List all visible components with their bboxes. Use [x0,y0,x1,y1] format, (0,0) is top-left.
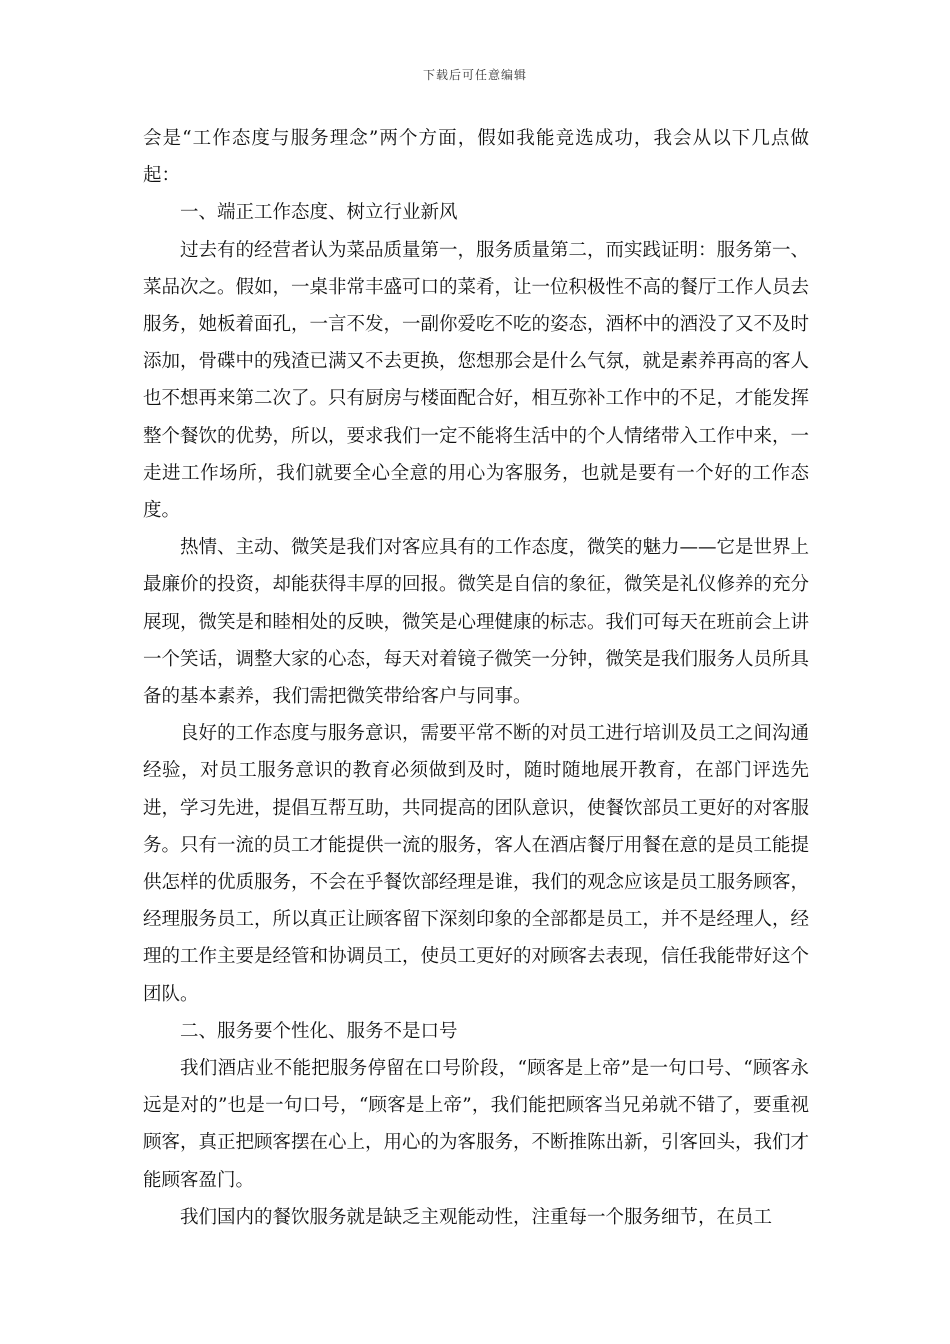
paragraph-service-quality: 过去有的经营者认为菜品质量第一，服务质量第二，而实践证明：服务第一、菜品次之。假如，一桌非常丰盛可口的菜肴，让一位积极性不高的餐厅工作人员去服务，她板着面孔，一言不发，一副你爱吃不吃的姿态，酒杯中的酒没了又不及时添加，骨碟中的残渣已满又不去更换，您想那会是什么气氛，就是素养再高的客人也不想再来第二次了。只有厨房与楼面配合好，相互弥补工作中的不足，才能发挥整个餐饮的优势，所以，要求我们一定不能将生活中的个人情绪带入工作中来，一走进工作场所，我们就要全心全意的用心为客服务，也就是要有一个好的工作态度。 [143,239,810,522]
paragraph-smile: 热情、主动、微笑是我们对客应具有的工作态度，微笑的魅力——它是世界上最廉价的投资，却能获得丰厚的回报。微笑是自信的象征，微笑是礼仪修养的充分展现，微笑是和睦相处的反映，微笑是心理健康的标志。我们可每天在班前会上讲一个笑话，调整大家的心态，每天对着镜子微笑一分钟，微笑是我们服务人员所具备的基本素养，我们需把微笑带给客户与同事。 [143,537,810,708]
document-body [143,120,809,1236]
paragraph-training: 良好的工作态度与服务意识，需要平常不断的对员工进行培训及员工之间沟通经验，对员工服务意识的教育必须做到及时，随时随地展开教育，在部门评选先进，学习先进，提倡互帮互助，共同提高的团队意识，使餐饮部员工更好的对客服务。只有一流的员工才能提供一流的服务，客人在酒店餐厅用餐在意的是员工能提供怎样的优质服务，不会在乎餐饮部经理是谁，我们的观念应该是员工服务顾客，经理服务员工，所以真正让顾客留下深刻印象的全部都是员工，并不是经理人，经理的工作主要是经管和协调员工，使员工更好的对顾客去表现，信任我能带好这个团队。 [143,723,810,1005]
paragraph-initiative: 我们国内的餐饮服务就是缺乏主观能动性，注重每一个服务细节，在员工 [180,1206,773,1228]
paragraph-slogan: 我们酒店业不能把服务停留在口号阶段，“顾客是上帝”是一句口号、“顾客永远是对的”也是一句口号，“顾客是上帝”，我们能把顾客当兄弟就不错了，要重视顾客，真正把顾客摆在心上，用心的为客服务，不断推陈出新，引客回头，我们才能顾客盈门。 [143,1058,810,1191]
section-heading-2: 二、服务要个性化、服务不是口号 [180,1020,458,1042]
paragraph-continuation: 会是“工作态度与服务理念”两个方面，假如我能竞选成功，我会从以下几点做起： [143,128,809,187]
page-header-note: 下载后可任意编辑 [422,68,527,82]
section-heading-1: 一、端正工作态度、树立行业新风 [180,202,458,224]
